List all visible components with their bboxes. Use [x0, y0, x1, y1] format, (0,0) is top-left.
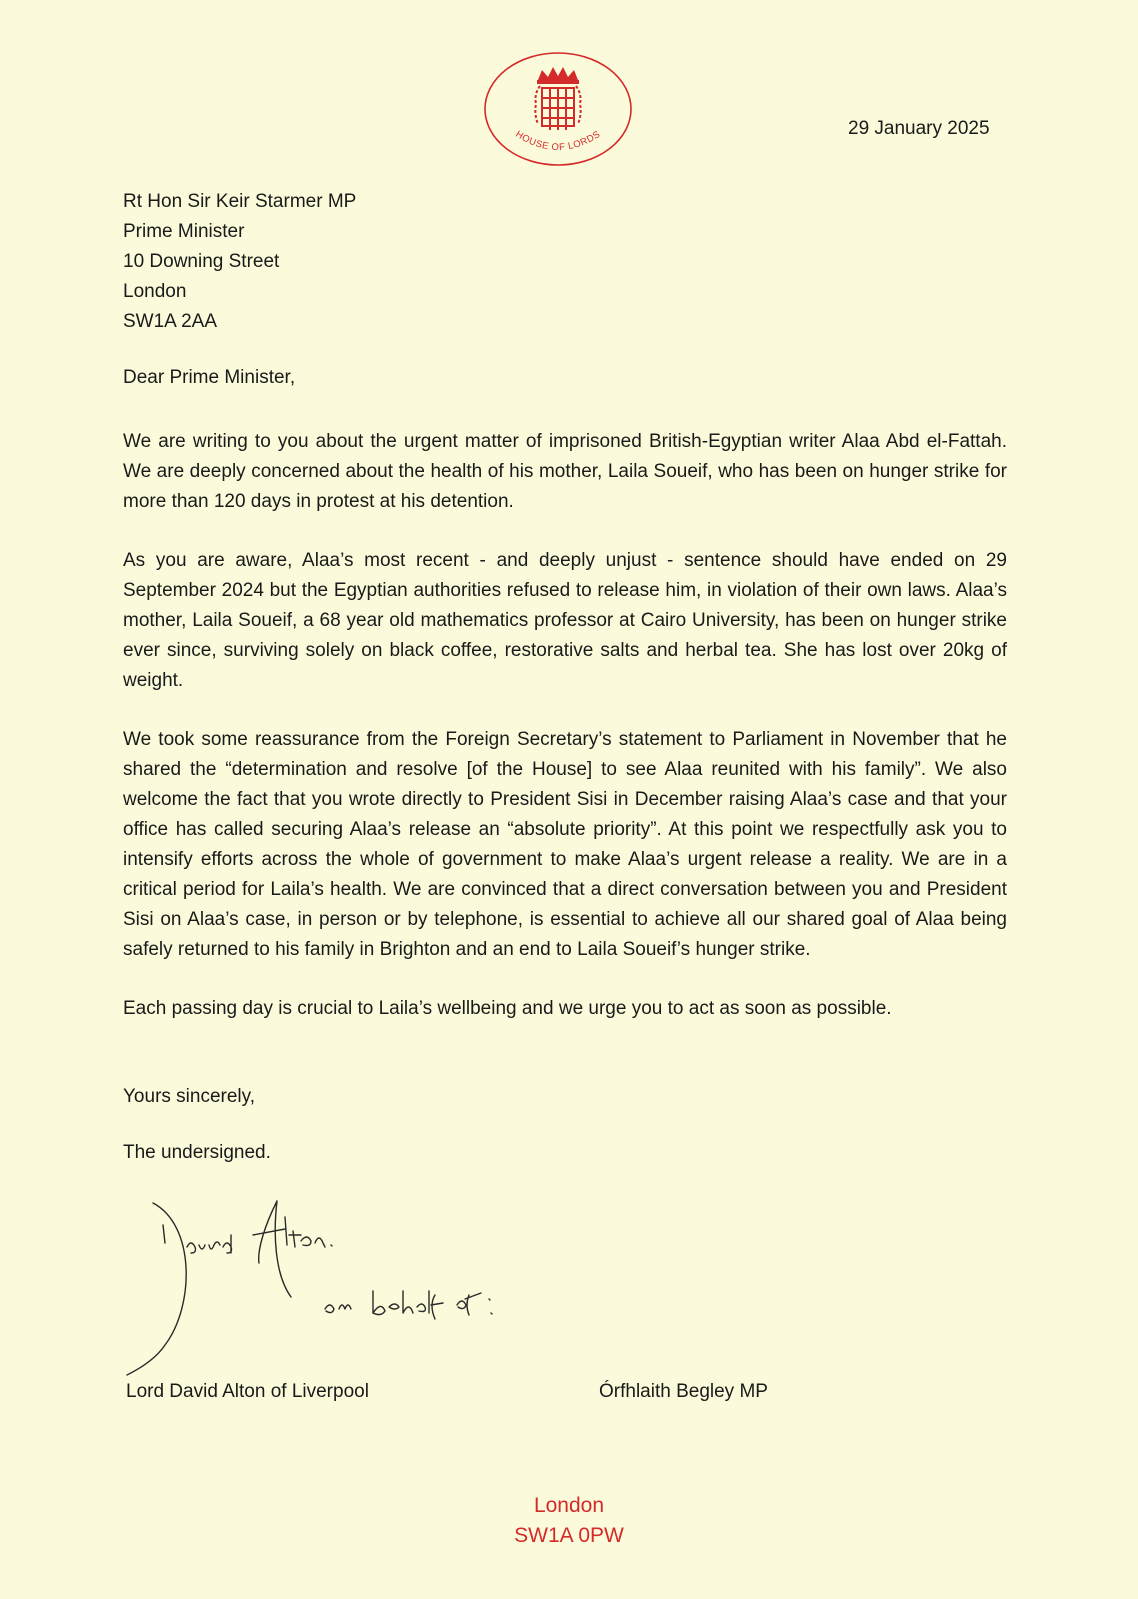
footer-postcode: SW1A 0PW — [514, 1524, 624, 1547]
address-line: Prime Minister — [123, 221, 245, 242]
svg-text:HOUSE OF LORDS — [513, 129, 602, 153]
handwritten-signature — [125, 1195, 545, 1380]
signer-name: Órfhlaith Begley MP — [599, 1381, 768, 1402]
address-line: Rt Hon Sir Keir Starmer MP — [123, 191, 357, 212]
letter-date: 29 January 2025 — [848, 118, 990, 139]
closing: Yours sincerely, — [123, 1086, 256, 1107]
undersigned: The undersigned. — [123, 1142, 271, 1163]
body-paragraph: We took some reassurance from the Foreign Secretary’s statement to Parliament in November that he shared the “determination and resolve [of the House] to see Alaa reunited with his family”. We also welcome the fact that you wrote directly to President Sisi in December raising Alaa’s case and that your office has called securing Alaa’s release an “absolute priority”. At this point we respectfully ask you to intensify efforts across the whole of government to make Alaa’s urgent release a reality. We are in a critical period for Laila’s health. We are convinced that a direct conversation between you and President Sisi on Alaa’s case, in person or by telephone, is essential to achieve all our shared goal of Alaa being safely returned to his family in Brighton and an end to Laila Soueif’s hunger strike. — [123, 729, 1007, 960]
letter-body — [123, 427, 1007, 1053]
crest-text: HOUSE OF LORDS — [513, 128, 603, 154]
body-paragraph: We are writing to you about the urgent matter of imprisoned British-Egyptian writer Alaa Abd el-Fattah. We are deeply concerned about the health of his mother, Laila Soueif, who has been on hunger strike for more than 120 days in protest at his detention. — [123, 431, 1007, 512]
signer-name: Lord David Alton of Liverpool — [126, 1381, 369, 1402]
address-line: London — [123, 281, 187, 302]
address-line: 10 Downing Street — [123, 251, 280, 272]
body-paragraph: Each passing day is crucial to Laila’s wellbeing and we urge you to act as soon as possible. — [123, 998, 892, 1019]
body-paragraph: As you are aware, Alaa’s most recent - and deeply unjust - sentence should have ended on 29 September 2024 but the Egyptian authorities refused to release him, in violation of their own laws. Alaa’s mother, Laila Soueif, a 68 year old mathematics professor at Cairo University, has been on hunger strike ever since, surviving solely on black coffee, restorative salts and herbal tea. She has lost over 20kg of weight. — [123, 550, 1007, 691]
recipient-address — [123, 187, 356, 337]
house-of-lords-crest-icon — [482, 50, 634, 168]
footer-city: London — [533, 1494, 605, 1517]
salutation: Dear Prime Minister, — [123, 367, 296, 388]
address-line: SW1A 2AA — [123, 311, 217, 332]
